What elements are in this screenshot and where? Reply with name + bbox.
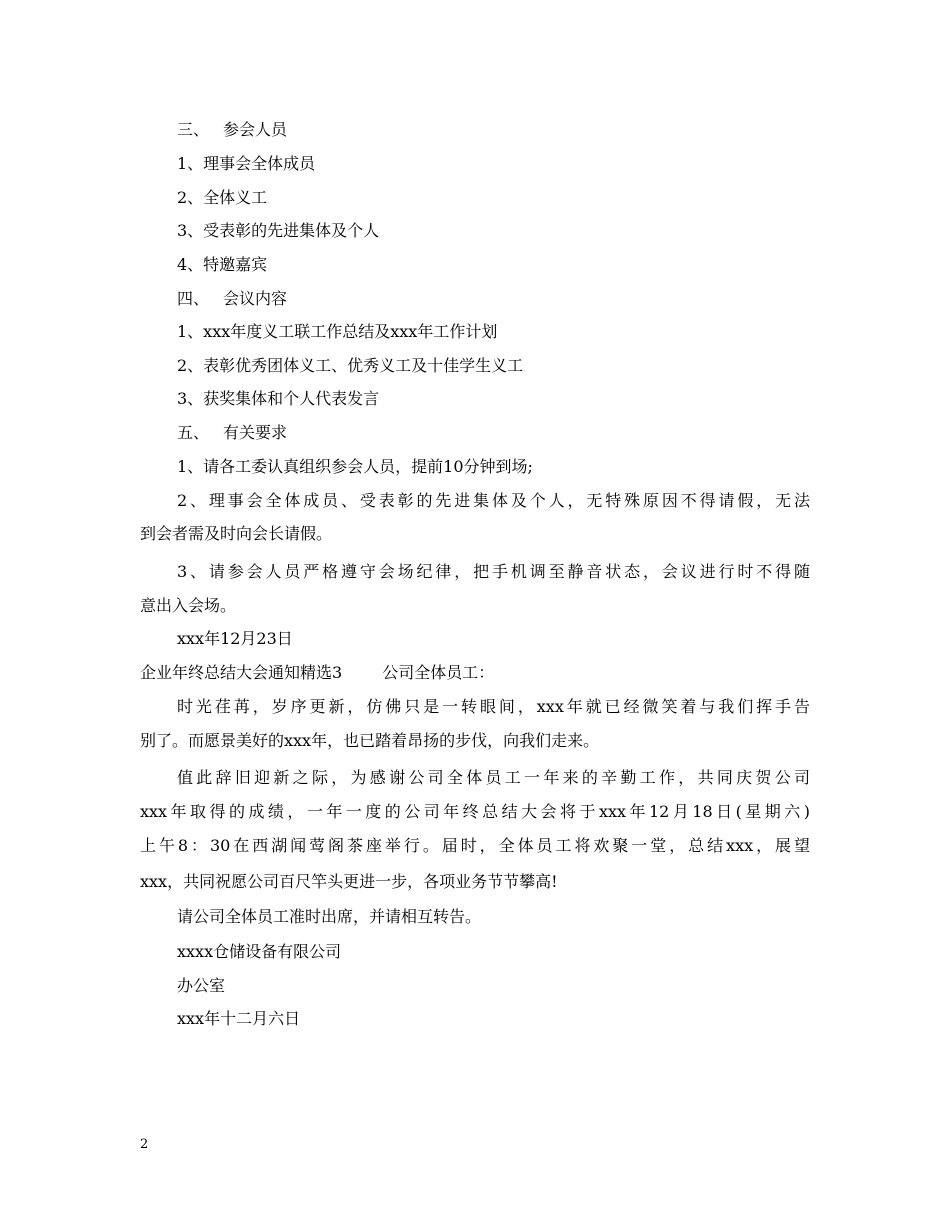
list-item: 3、受表彰的先进集体及个人 bbox=[177, 221, 380, 240]
date-line: xxx年12月23日 bbox=[177, 629, 293, 648]
signature-date: xxx年十二月六日 bbox=[177, 1009, 301, 1028]
heading-number: 四、 bbox=[177, 289, 210, 308]
heading-text: 有关要求 bbox=[223, 423, 288, 442]
list-item-line: 到会者需及时向会长请假。 bbox=[140, 524, 333, 543]
paragraph-line: 时光荏苒，岁序更新，仿佛只是一转眼间，xxx年就已经微笑着与我们挥手告 bbox=[177, 697, 810, 716]
list-item: 4、特邀嘉宾 bbox=[177, 255, 268, 274]
list-item: 1、请各工委认真组织参会人员，提前10分钟到场; bbox=[177, 457, 533, 476]
paragraph-line: xxx年取得的成绩，一年一度的公司年终总结大会将于xxx年12月18日(星期六) bbox=[140, 802, 810, 821]
department: 办公室 bbox=[177, 976, 226, 995]
company-name: xxxx仓储设备有限公司 bbox=[177, 942, 342, 961]
list-item: 1、xxx年度义工联工作总结及xxx年工作计划 bbox=[177, 322, 498, 341]
section-4-heading bbox=[177, 288, 287, 310]
heading-number: 三、 bbox=[177, 120, 210, 139]
list-item: 2、表彰优秀团体义工、优秀义工及十佳学生义工 bbox=[177, 356, 524, 375]
paragraph-line: xxx，共同祝愿公司百尺竿头更进一步，各项业务节节攀高! bbox=[140, 872, 558, 891]
notice-title: 企业年终总结大会通知精选3 bbox=[140, 663, 343, 682]
list-item-line: 意出入会场。 bbox=[140, 596, 237, 615]
list-item: 2、全体义工 bbox=[177, 188, 268, 207]
list-item-line: 3、请参会人员严格遵守会场纪律，把手机调至静音状态，会议进行时不得随 bbox=[177, 562, 810, 581]
heading-text: 会议内容 bbox=[223, 289, 288, 308]
heading-text: 参会人员 bbox=[223, 120, 288, 139]
list-item: 1、理事会全体成员 bbox=[177, 154, 316, 173]
section-5-heading bbox=[177, 422, 287, 444]
page-number: 2 bbox=[140, 1137, 149, 1152]
list-item: 3、获奖集体和个人代表发言 bbox=[177, 389, 380, 408]
heading-number: 五、 bbox=[177, 423, 210, 442]
paragraph-line: 别了。而愿景美好的xxx年，也已踏着昂扬的步伐，向我们走来。 bbox=[140, 731, 600, 750]
section-3-heading bbox=[177, 119, 287, 141]
paragraph-line: 值此辞旧迎新之际，为感谢公司全体员工一年来的辛勤工作，共同庆贺公司 bbox=[177, 768, 810, 787]
list-item-line: 2、理事会全体成员、受表彰的先进集体及个人，无特殊原因不得请假，无法 bbox=[177, 491, 810, 510]
paragraph-line: 请公司全体员工准时出席，并请相互转告。 bbox=[177, 907, 482, 926]
notice-title-line bbox=[140, 662, 494, 684]
paragraph-line: 上午8：30在西湖闻莺阁茶座举行。届时，全体员工将欢聚一堂，总结xxx，展望 bbox=[140, 836, 810, 855]
salutation: 公司全体员工： bbox=[382, 663, 495, 682]
